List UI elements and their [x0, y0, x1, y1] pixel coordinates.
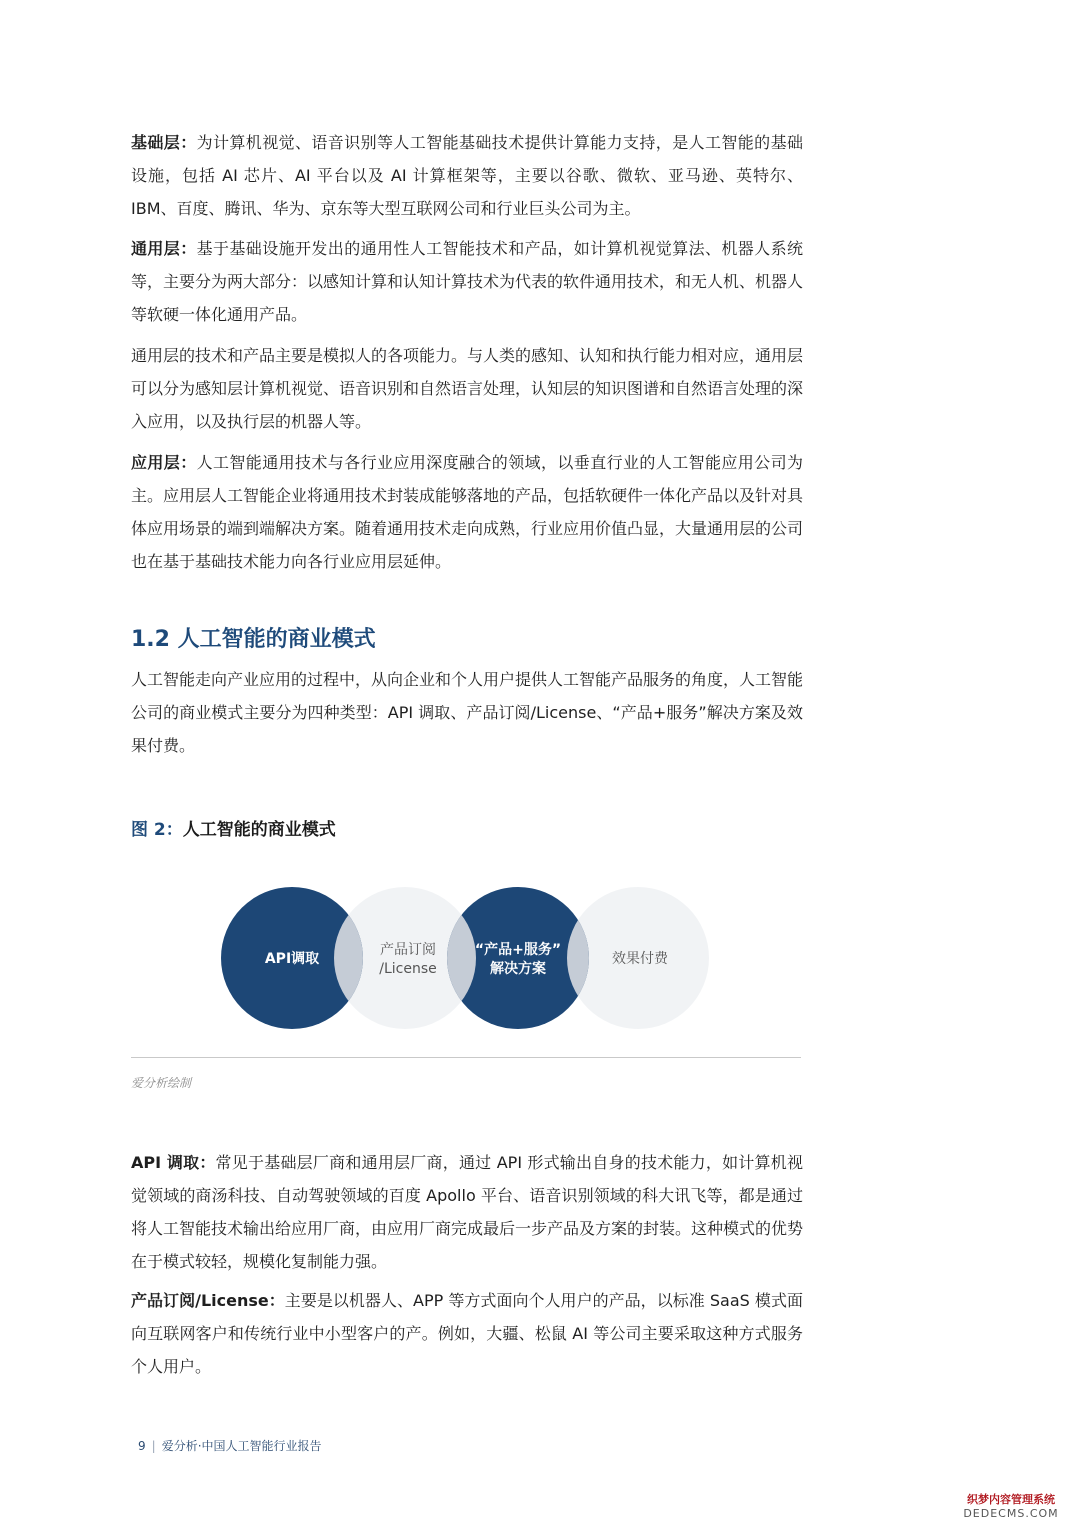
- paragraph-api-call: [131, 1146, 803, 1278]
- watermark: [950, 1493, 1072, 1521]
- paragraph-text: 基于基础设施开发出的通用性人工智能技术和产品，如计算机视觉算法、机器人系统等，主要分为两大部分：以感知计算和认知计算技术为代表的软件通用技术，和无人机、机器人等软硬一体化通用产品。: [131, 239, 804, 324]
- figure-source: 爱分析绘制: [131, 1076, 192, 1090]
- section-title: 1.2 人工智能的商业模式: [131, 627, 376, 652]
- paragraph-label: 应用层：: [131, 453, 197, 472]
- business-model-diagram: [220, 886, 720, 1031]
- paragraph-text: 常见于基础层厂商和通用层厂商，通过 API 形式输出自身的技术能力，如计算机视觉领域的商汤科技、自动驾驶领域的百度 Apollo 平台、语音识别领域的科大讯飞等，都是通过将人工智能技术输出给应用厂商，由应用厂商完成最后一步产品及方案的封装。这种模式的优势在于模式较轻，规模化复制能力强。: [131, 1153, 804, 1271]
- paragraph-label: 产品订阅/License：: [131, 1291, 285, 1310]
- paragraph-product-subscription: [131, 1284, 803, 1383]
- figure-number: 图 2：: [131, 820, 183, 840]
- paragraph-text: 为计算机视觉、语音识别等人工智能基础技术提供计算能力支持，是人工智能的基础设施，包括 AI 芯片、AI 平台以及 AI 计算框架等，主要以谷歌、微软、亚马逊、英特尔、IBM、百度、腾讯、华为、京东等大型互联网公司和行业巨头公司为主。: [131, 133, 803, 218]
- footer-report-title: 爱分析·中国人工智能行业报告: [161, 1439, 322, 1453]
- label-solution-1: “产品+服务”: [474, 942, 562, 958]
- paragraph-general-layer: [131, 232, 803, 331]
- label-solution-2: 解决方案: [490, 961, 546, 977]
- figure-divider: [131, 1057, 801, 1058]
- figure-title: [131, 816, 336, 844]
- watermark-line-2: DEDECMS.COM: [963, 1507, 1059, 1520]
- paragraph-general-layer-detail: [131, 339, 803, 438]
- page-footer: [138, 1437, 322, 1454]
- paragraph-text: 主要是以机器人、APP 等方式面向个人用户的产品，以标准 SaaS 模式面向互联网客户和传统行业中小型客户的产。例如，大疆、松鼠 AI 等公司主要采取这种方式服务个人用户。: [131, 1291, 803, 1376]
- label-product-subscription-1: 产品订阅: [380, 942, 436, 958]
- paragraph-text: 人工智能通用技术与各行业应用深度融合的领域，以垂直行业的人工智能应用公司为主。应用层人工智能企业将通用技术封装成能够落地的产品，包括软硬件一体化产品以及针对具体应用场景的端到端解决方案。随着通用技术走向成熟，行业应用价值凸显，大量通用层的公司也在基于基础技术能力向各行业应用层延伸。: [131, 453, 804, 571]
- label-api-call: API调取: [264, 951, 320, 967]
- label-product-subscription-2: /License: [379, 961, 437, 977]
- paragraph-text: 人工智能走向产业应用的过程中，从向企业和个人用户提供人工智能产品服务的角度，人工智能公司的商业模式主要分为四种类型：API 调取、产品订阅/License、“产品+服务”解决方案及效果付费。: [131, 670, 804, 755]
- page-number: 9: [138, 1439, 146, 1453]
- figure-title-text: 人工智能的商业模式: [182, 820, 336, 840]
- paragraph-application-layer: [131, 446, 803, 578]
- paragraph-text: 通用层的技术和产品主要是模拟人的各项能力。与人类的感知、认知和执行能力相对应，通用层可以分为感知层计算机视觉、语音识别和自然语言处理，认知层的知识图谱和自然语言处理的深入应用，以及执行层的机器人等。: [131, 346, 804, 431]
- paragraph-infrastructure-layer: [131, 126, 803, 225]
- paragraph-label: 通用层：: [131, 239, 197, 258]
- paragraph-label: API 调取：: [131, 1153, 216, 1172]
- watermark-line-1: 织梦内容管理系统: [967, 1493, 1055, 1506]
- label-pay-per-result: 效果付费: [612, 951, 668, 967]
- paragraph-label: 基础层：: [131, 133, 197, 152]
- footer-separator: |: [151, 1439, 156, 1453]
- paragraph-business-model-intro: [131, 663, 803, 762]
